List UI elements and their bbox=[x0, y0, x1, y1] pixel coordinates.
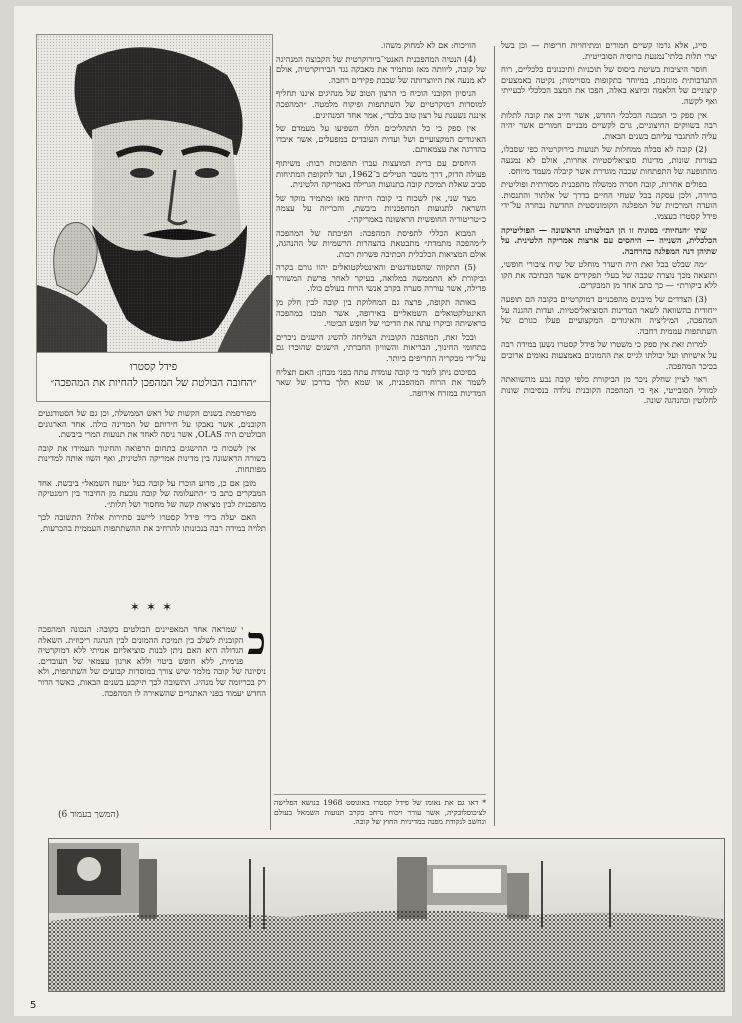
paragraph: חוסר היציבות בשיטת ביסוס של תוכניות ותיכנונים כלכליים, רוח התנדבותית מוגזמת, במיוחד בתקופות מסויימות; נקיטה באמצעים קיצוניים של הלאמה וכיוצא באלה, הפכו את המצב הכלכלי לבעייתי ואף לקשה. bbox=[501, 64, 717, 106]
portrait-photo bbox=[36, 34, 273, 354]
paragraph: מצד שני, אין לשכוח כי קובה הייתה מאז ומתמיד מוקד של השראה לתנועות המהפכניות ביבשת, והכריזה על עצמה כ״טריטוריה החופשית הראשונה באמריקה״. bbox=[276, 192, 486, 224]
paragraph: שתי ״הנחיות״ בסוגיה זו הן הבולטות: הראשונה — הפוליטיקה הכלכלית, השנייה — היחסים עם ארצות אמריקה הלטינית. על שתיהן דנה המפלגה בהרחבה. bbox=[501, 224, 717, 256]
paragraph: (5) התקווה שהסטודנטים והאינטלקטואלים יהוו גורם בקרה וביקורת לא התממשה במלואה, בעיקר לאחר פרשת המשורר פדילה, אשר עוררה סערה בקרב אנשי הרוח בעולם כולו. bbox=[276, 262, 486, 294]
page-number: 5 bbox=[30, 1000, 37, 1011]
paragraph: (3) הצדדים של מיבנים מהפכניים דמוקרטיים בקובה הם תופעה ייחודית בהשוואה לשאר המדינות הסוציאליסטיות. ועדות ההגנה על המהפכה, המיליציה והאיגודים המקצועיים פעלו כגורם של השתתפות עממית רחבה. bbox=[501, 294, 717, 336]
section-separator-stars: ✶✶✶ bbox=[129, 600, 179, 614]
paragraph: היחסים עם ברית המועצות עברו תהפוכות רבות: משיתוף פעולה הדוק, דרך משבר הטילים ב־1962, ועד לתקופת המתיחות סביב שאלת תמיכת קובה בתנועות הגרילה באמריקה הלטינית. bbox=[276, 157, 486, 190]
paragraph: ראוי לציין שחלק ניכר מן הביקורת כלפי קובה נבע מהשוואתה למודל הסובייטי, אף כי המהפכה הקובנית נולדה בנסיבות שונות לחלוטין ובהנהגה שונה. bbox=[501, 374, 717, 406]
footnote: * ראו גם את נאומו של פידל קסטרו באוגוסט 1968 בנושא הפלישה לצ׳כוסלובקיה, אשר עורר ויכוח נרחב בקרב תנועות השמאל בעולם ונחשב לנקודת מפנה במדיניות החוץ של קובה. bbox=[274, 794, 486, 858]
paragraph: מובן אם כן, מדוע הוכרז על קובה כעל ״מעוז השמאל״ ביבשת. אחד המבקרים כתב כי ״התעלומה של קובה נובעת מן החיבור בין רומנטיקה מהפכנית לבין מציאות קשה של מחסור ושל תלות״. bbox=[38, 477, 266, 509]
crowd-photo bbox=[48, 838, 725, 992]
column-divider bbox=[270, 66, 271, 830]
paragraph: הוויכוח: אם לא למחוק משהו. bbox=[380, 40, 476, 50]
article-bottom-left bbox=[38, 624, 266, 806]
paragraph: המבוא הכללי לתפיסת המהפכה: הפיכתה של המהפכה ל״מהפכה מתמדת״ מתבטאת בהצהרות הרשמיות של ההנהגה, אולם המציאות הכלכלית הכתיבה פשרות רבות. bbox=[276, 227, 486, 259]
paragraph: (4) הנטיה המהפכנית האנטי־ביורוקרטית של הקבוצה המנהיגה של קובה, ליוותה מאז ומתמיד את מאבקה נגד הבירוקרטיה, אולם לא מנעה את היווצרותה של שכבת פקידים רחבה. bbox=[276, 53, 486, 85]
caption-author: פידל קסטרו bbox=[129, 361, 178, 373]
continued-note: (המשך בעמוד 6) bbox=[58, 810, 120, 820]
drop-cap: כ bbox=[247, 624, 266, 663]
article-column-left bbox=[38, 408, 266, 590]
paragraph: למרות זאת אין ספק כי משטרו של פידל קסטרו נשען במידה רבה על אישיותו ועל יכולתו לגייס את ההמונים באמצעות נאומים ארוכים בכיכר המהפכה. bbox=[501, 339, 717, 371]
castro-portrait-image bbox=[37, 35, 272, 353]
paragraph: ״מה שבלט בכל זאת היה היעדר מוחלט של שיח ציבורי חופשי, ותוצאה מכך נוצרה שכבה של בעלי תפקידים אשר הכתיבה את הקו ללא ביקורת״ — כך כתב אחד מן המבקרים. bbox=[501, 259, 717, 291]
paragraph: סייג, אלא גרמו קשיים חמורים ומתיחויות חריפות — וכן בשל יצרי תלות בלתי־נמנעת ברוסיה הסובייטית. bbox=[501, 40, 717, 61]
paragraph: מפורסמת בשנים הקשות של ראש הממשלה, וכן גם של הסטודנטים הקובנים, אשר נאבקו על חירותם של המדינה כולה. אחד הארגונים הבולטים היה OLAS, אשר ניסה לאחד את תנועות המרי ביבשת. bbox=[38, 408, 266, 440]
article-column-middle bbox=[276, 40, 486, 790]
caption-quote: ״החובה הבולטת של המהפכן להחיות את המהפכה״ bbox=[50, 377, 257, 389]
portrait-caption bbox=[36, 352, 271, 402]
article-column-right bbox=[501, 40, 717, 830]
paragraph: באותה תקופה, פרצה גם המחלוקת בין קובה לבין חלק מן האינטלקטואלים השמאליים באירופה, אשר תמכו במהפכה בראשיתה וביקרו עתה את הדיכוי של חופש הביטוי. bbox=[276, 297, 486, 329]
column-divider bbox=[494, 46, 495, 826]
paragraph: אין ספק כי כל התהליכים הללו השפיעו על מעמדם של האיגודים המקצועיים ושל ועדות העובדים במפעלים, אשר איבדו בהדרגה את עצמאותם. bbox=[276, 123, 486, 155]
paragraph: י שמראה אחד המאפיינים הבולטים בקובה: הנכונה המהפכה הקובנית לשלב בין תמיכת ההמונים לבין הנהגה ריכוזית. השאלה הגדולה היא האם ניתן לבנות סוציאליזם אמיתי ללא דמוקרטיה פנימית, ללא חופש ביטוי וללא ארגון עצמאי של העובדים. ניסיונה של קובה מלמד שיש צורך במוסדות קבועים של השתתפות, ולא רק בכריזמה של מנהיג. התשובה לכך תיקבע בשנים הבאות, כאשר הדור החדש יעמוד בפני האתגרים שהשאירה לו המהפכה. bbox=[38, 624, 266, 698]
paragraph: הניסיון הקובני הוכיח כי הרצון הטוב של מנהיגים איננו תחליף למוסדות דמוקרטיים של השתתפות ופיקוח מלמטה. ״המהפכה איננה נשענת על רצון טוב בלבד״, אמר אחד המנהיגים. bbox=[276, 88, 486, 120]
paragraph: האם יעלה בידי פידל קסטרו ליישב סתירות אלה? התשובה לכך תלויה במידה רבה בנכונותו להרחיב את ההשתתפות העממית בהכרעות. bbox=[38, 512, 266, 533]
paragraph: (2) קובה לא סבלה ממחלות של תנועות בירוקרטיה כפי שסבלו, בצורות שונות, מדינות סוציאליסטיות אחרות, אולם לא נמנעה מהתופעה של התפתחות שכבה מוגדרת אשר קיבלה מעמד מיוחס. bbox=[501, 144, 717, 176]
paragraph: אין לשכוח כי ההישגים בתחום הרפואה והחינוך העמידו את קובה בשורה הראשונה בין מדינות אמריקה הלטינית, ואף השוו אותה למדינות מפותחות. bbox=[38, 442, 266, 474]
paragraph: בפולים אחרות, קובה חסרה ממשלה מהפכנית מסורתית ופוליטית ברורה, ולכן עסקה בכל שטחי החיים בדרך של אלתור והתנסות. הועדה המרכזית של המפלגה הקומוניסטית החדשה נבחרה על־ידי פידל קסטרו בעצמו. bbox=[501, 179, 717, 221]
paragraph: אין ספק כי המבנה הכלכלי החדש, אשר חייב את קובה לתלות רבה בשווקים החיצוניים, גרם לקשיים מבניים חמורים אשר יהיה עליה להתגבר עליהם בשנים הבאות. bbox=[501, 109, 717, 141]
paragraph: ובכל זאת, המהפכה הקובנית הצליחה להשיג הישגים ניכרים בתחומי החינוך, הבריאות והשוויון החברתי, הישגים שהוכרו גם על־ידי מבקריה החריפים ביותר. bbox=[276, 331, 486, 364]
plaza-crowd-image bbox=[49, 839, 724, 991]
newspaper-page bbox=[14, 6, 732, 1016]
paragraph: בסיכום ניתן לומר כי קובה עומדת עתה בפני מבחן: האם תצליח לשמר את הרוח המהפכנית, או שמא תלך בדרכן של שאר המדינות במזרח אירופה. bbox=[276, 366, 486, 398]
